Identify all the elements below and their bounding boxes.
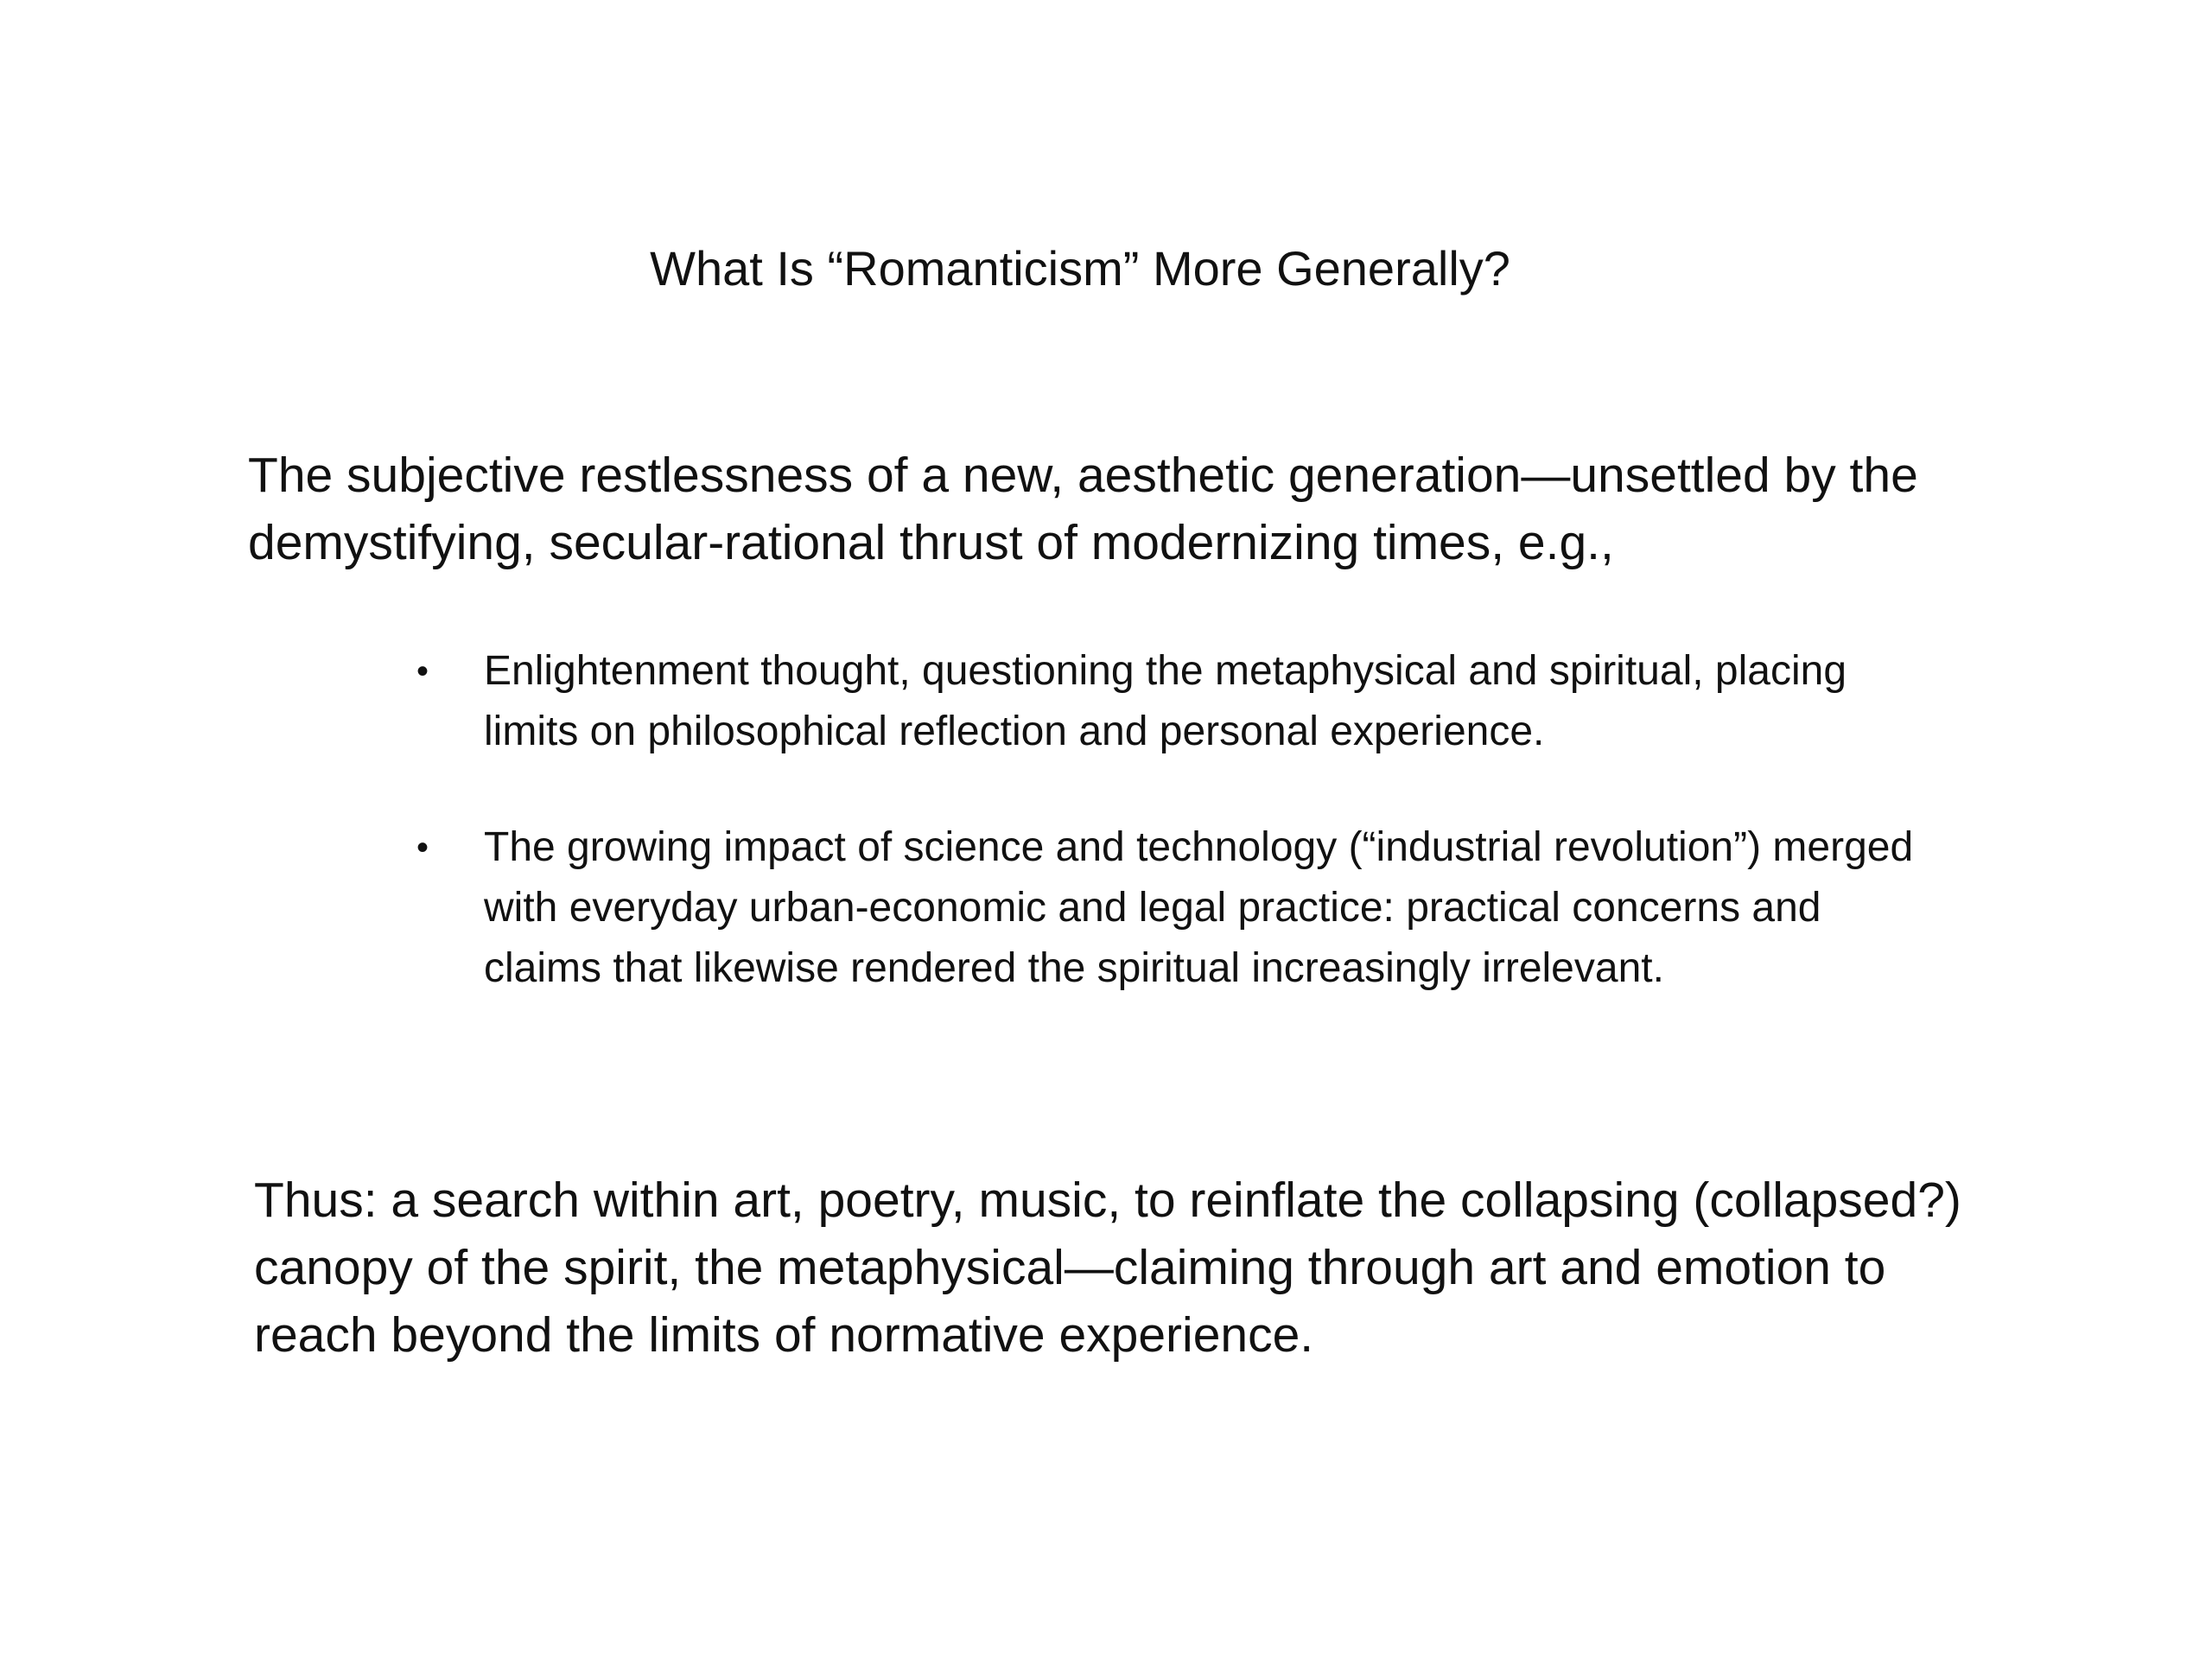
bullet-dot-icon: • <box>416 652 429 690</box>
bullet-item-enlightenment <box>416 641 1937 762</box>
slide-title: What Is “Romanticism” More Generally? <box>650 241 1510 296</box>
bullet-text: Enlightenment thought, questioning the metaphysical and spiritual, placing limits on philosophical reflection and personal experience. <box>484 648 1847 754</box>
bullet-item-science-technology <box>416 817 1937 999</box>
bullet-text: The growing impact of science and technology (“industrial revolution”) merged with everyday urban-economic and legal practice: practical concerns and claims that likewise rendered the spiritual increasingly irrelevant. <box>484 824 1914 991</box>
conclusion-paragraph: Thus: a search within art, poetry, music, to reinflate the collapsing (collapsed?) canopy of the spirit, the metaphysical—claiming through art and emotion to reach beyond the limits of normative experience. <box>254 1173 1961 1363</box>
bullet-dot-icon: • <box>416 829 429 867</box>
bullet-list <box>416 641 1937 999</box>
intro-paragraph: The subjective restlessness of a new, aesthetic generation—unsettled by the demystifying, secular-rational thrust of modernizing times, e.g., <box>248 448 1918 570</box>
